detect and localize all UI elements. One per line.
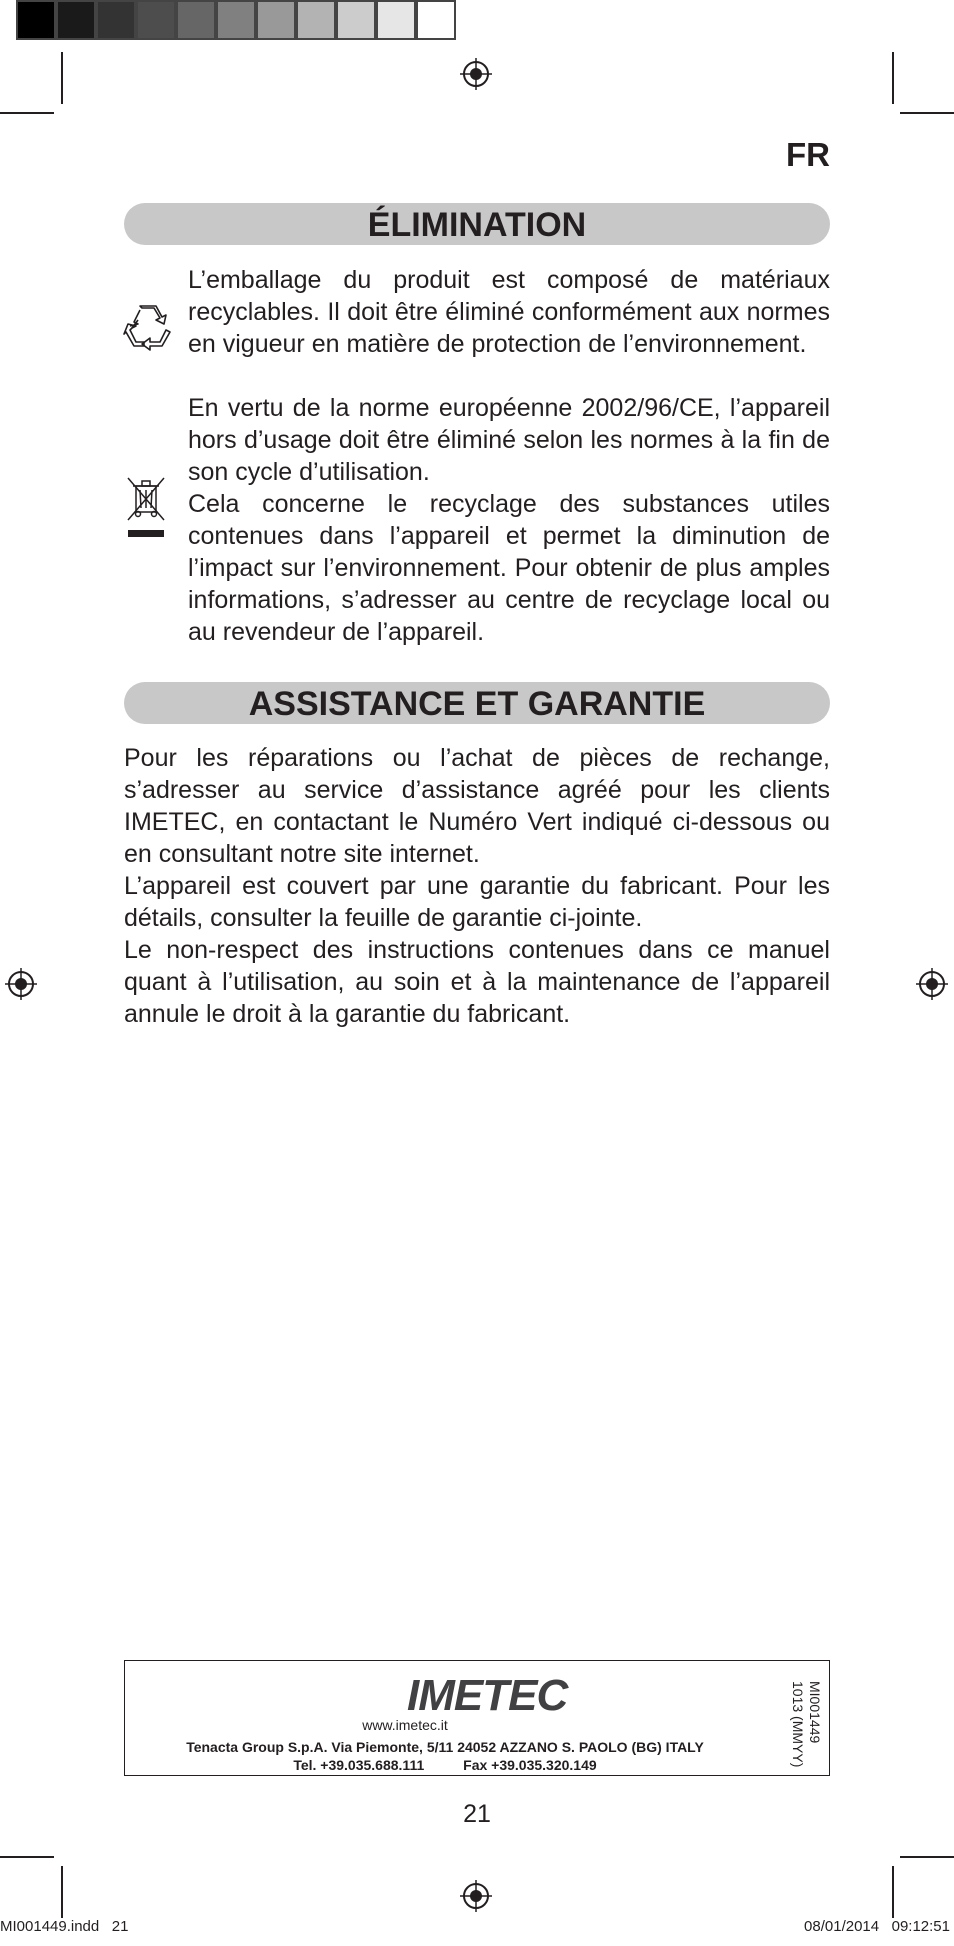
assistance-paragraph-1: Pour les réparations ou l’achat de pièces de rechange, s’adresser au service d’assistance agréé pour les clients IMETEC, en contactant le Numéro Vert indiqué ci-dessous ou en consultant notre site internet. xyxy=(124,744,830,868)
crop-mark xyxy=(61,1866,63,1918)
crop-mark xyxy=(0,1856,54,1858)
crop-mark xyxy=(900,1856,954,1858)
color-swatch xyxy=(256,0,296,40)
crop-mark xyxy=(892,1866,894,1918)
elimination-paragraph-3: Cela concerne le recyclage des substances utiles contenues dans l’appareil et permet la diminution de l’impact sur l’environnement. Pour obtenir de plus amples informations, s’adresser au centre de recyclage local ou au revendeur de l’appareil. xyxy=(188,490,830,646)
registration-mark-icon xyxy=(3,966,39,1002)
website-url: www.imetec.it xyxy=(362,1717,448,1733)
page-number: 21 xyxy=(463,1800,491,1828)
assistance-paragraph-3: Le non-respect des instructions contenues dans ce manuel quant à l’utilisation, au soin et à la maintenance de l’appareil annule le droit à la garantie du fabricant. xyxy=(124,936,830,1028)
color-swatch xyxy=(376,0,416,40)
grayscale-color-bar xyxy=(16,0,456,44)
color-swatch xyxy=(176,0,216,40)
color-swatch xyxy=(336,0,376,40)
company-address: Tenacta Group S.p.A. Via Piemonte, 5/11 24052 AZZANO S. PAOLO (BG) ITALY Tel. +39.035.688.111 Fax +39.035.320.149 xyxy=(186,1739,704,1773)
document-code: MI001449 1013 (MMYY) xyxy=(790,1681,823,1768)
color-swatch xyxy=(416,0,456,40)
assistance-text xyxy=(124,742,830,1030)
elimination-paragraph-2: En vertu de la norme européenne 2002/96/CE, l’appareil hors d’usage doit être éliminé selon les normes à la fin de son cycle d’utilisation. xyxy=(188,394,830,486)
recycle-icon xyxy=(122,300,174,352)
section-heading-assistance: ASSISTANCE ET GARANTIE xyxy=(124,682,830,724)
file-slug: MI001449.indd 21 xyxy=(0,1918,129,1935)
language-code: FR xyxy=(786,136,830,173)
manufacturer-info-box xyxy=(124,1660,830,1776)
date-slug: 08/01/2014 09:12:51 xyxy=(804,1918,950,1935)
crop-mark xyxy=(61,52,63,104)
crop-mark xyxy=(892,52,894,104)
registration-mark-icon xyxy=(458,56,494,92)
color-swatch xyxy=(136,0,176,40)
weee-crossed-bin-icon xyxy=(124,476,168,540)
section-heading-elimination: ÉLIMINATION xyxy=(124,203,830,245)
color-swatch xyxy=(16,0,56,40)
color-swatch xyxy=(216,0,256,40)
color-swatch xyxy=(56,0,96,40)
registration-mark-icon xyxy=(458,1878,494,1914)
crop-mark xyxy=(0,112,54,114)
color-swatch xyxy=(296,0,336,40)
crop-mark xyxy=(900,112,954,114)
color-swatch xyxy=(96,0,136,40)
assistance-paragraph-2: L’appareil est couvert par une garantie du fabricant. Pour les détails, consulter la feuille de garantie ci-jointe. xyxy=(124,872,830,932)
registration-mark-icon xyxy=(914,966,950,1002)
imetec-logo: IMETEC xyxy=(407,1671,568,1720)
elimination-paragraph-1: L’emballage du produit est composé de matériaux recyclables. Il doit être éliminé conformément aux normes en vigueur en matière de protection de l’environnement. xyxy=(188,266,830,358)
